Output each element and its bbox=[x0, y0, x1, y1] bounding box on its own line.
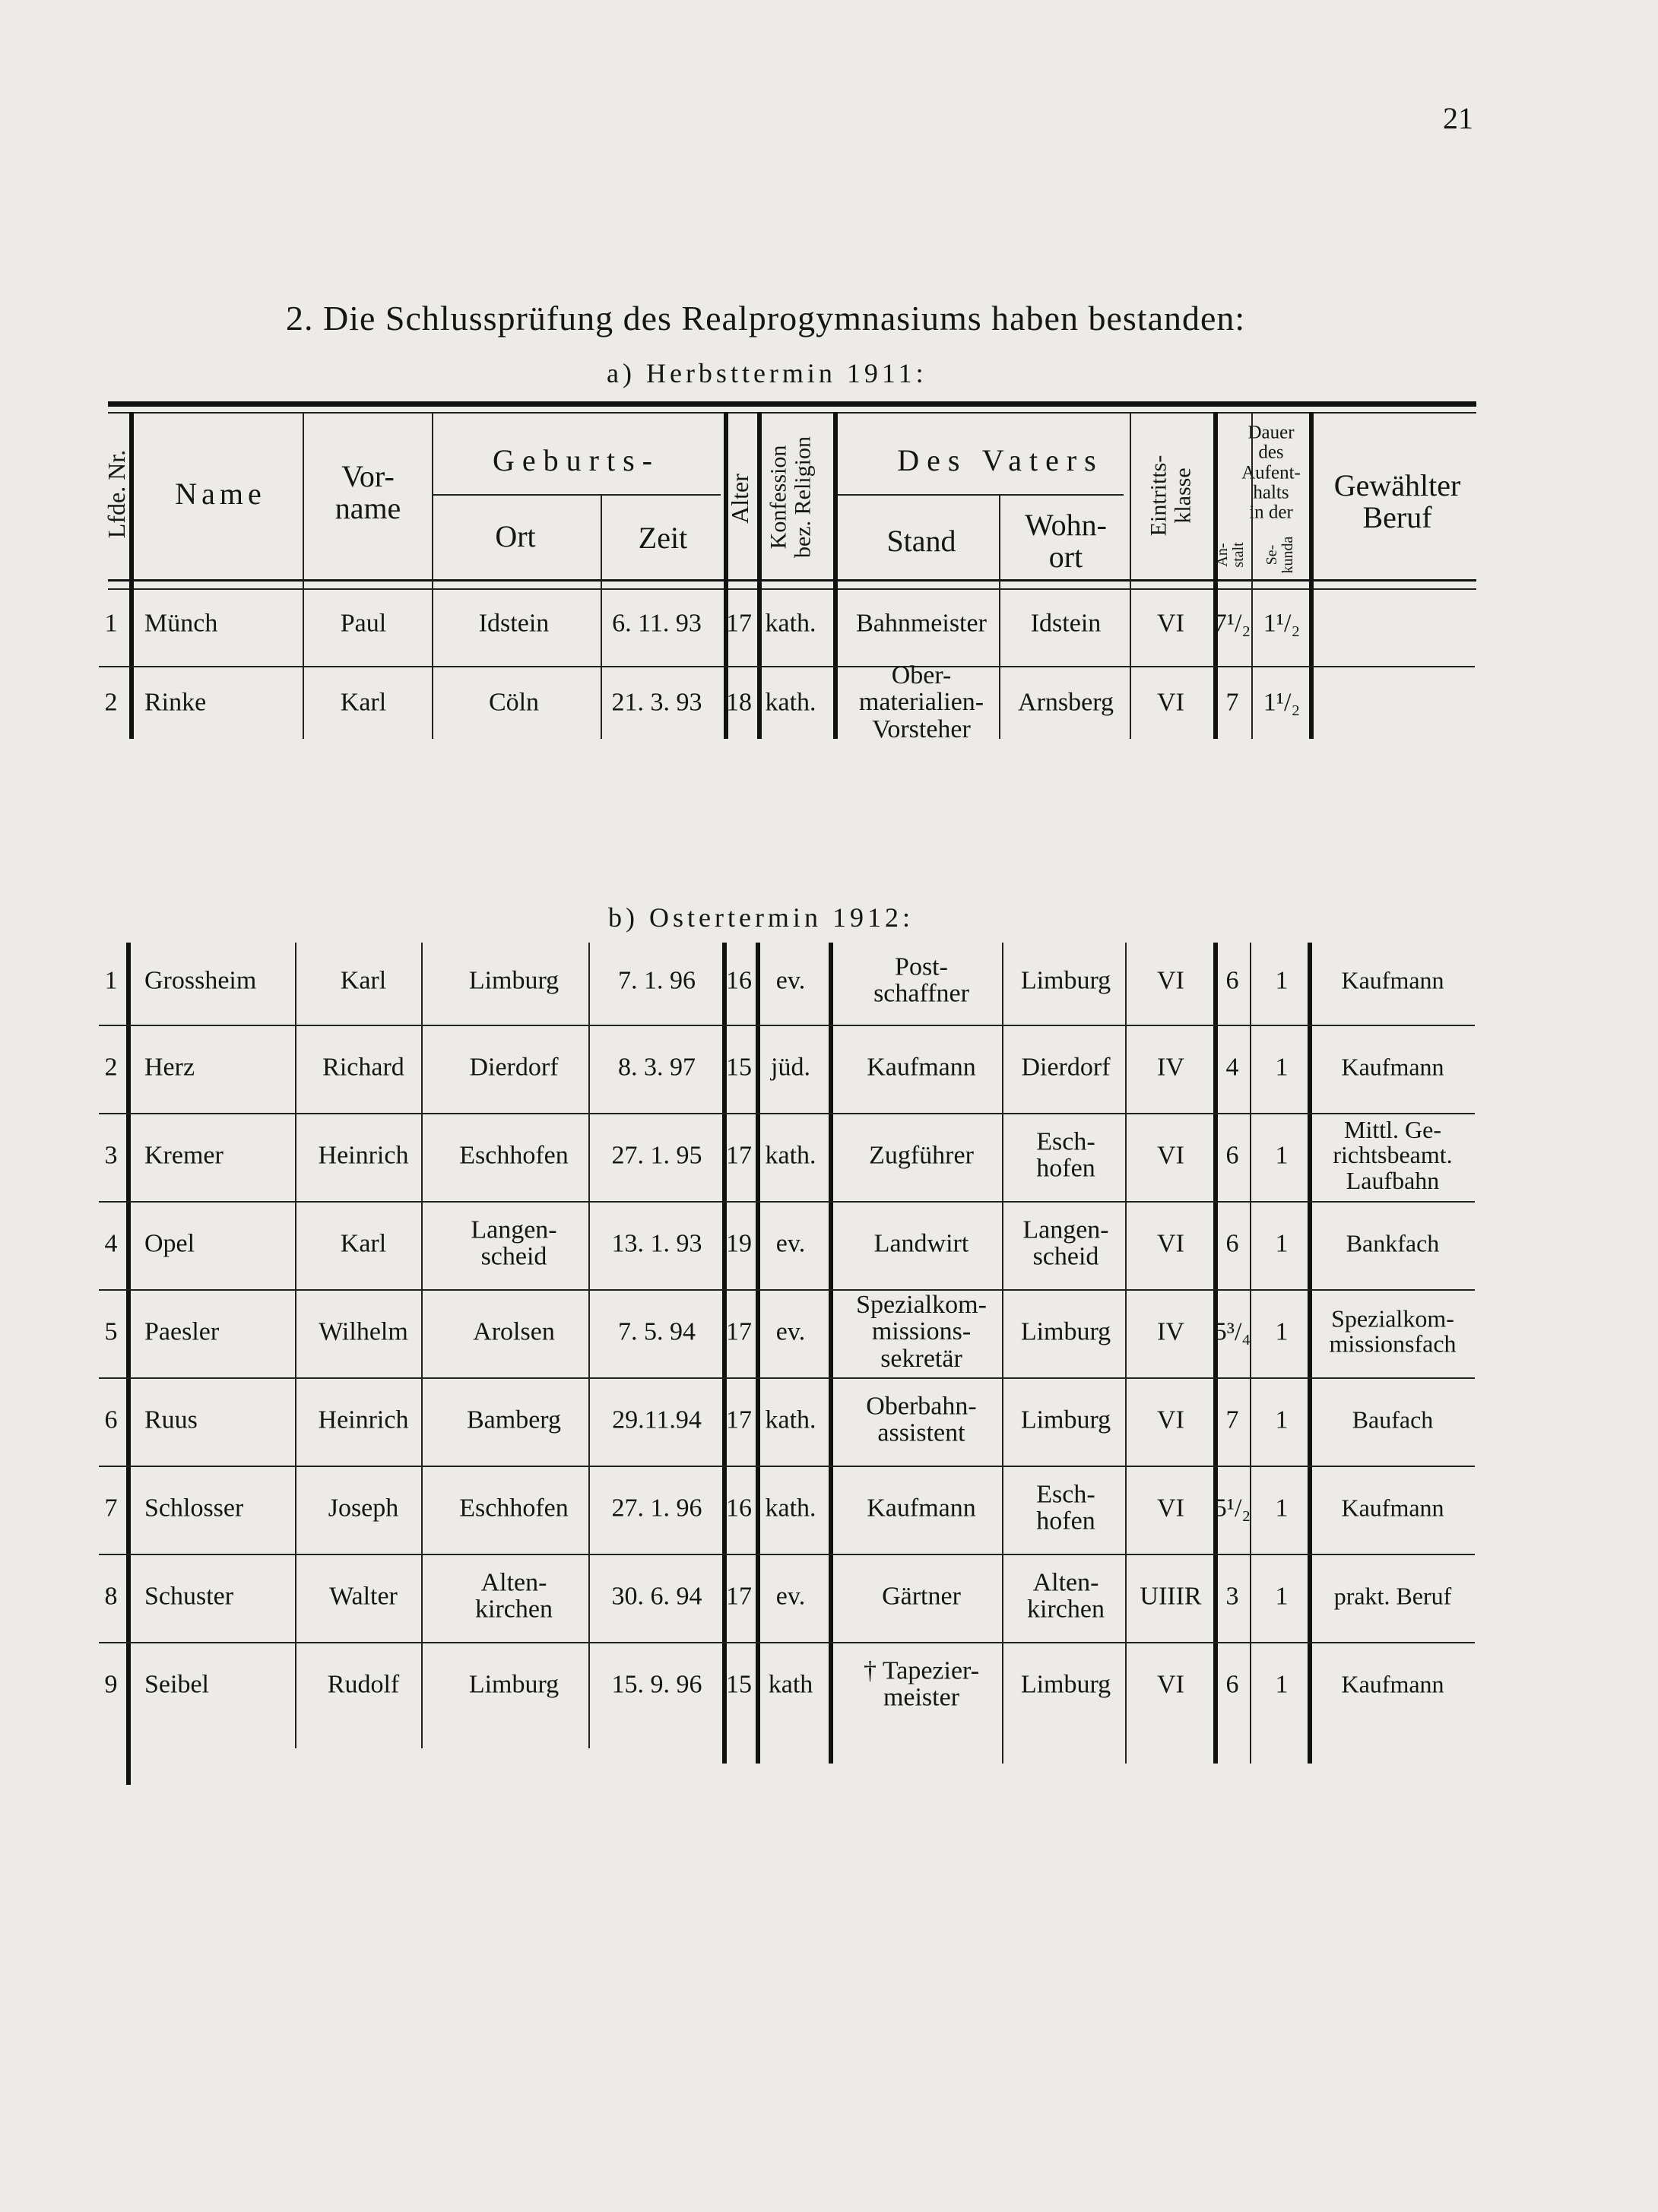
column-rule bbox=[1213, 943, 1218, 1764]
cell-klasse: IV bbox=[1157, 1053, 1184, 1082]
column-rule bbox=[757, 412, 762, 739]
header-zeit: Zeit bbox=[638, 521, 688, 555]
cell-konf: ev. bbox=[775, 1582, 806, 1611]
cell-zeit: 27. 1. 95 bbox=[611, 1141, 702, 1170]
cell-ort: Cöln bbox=[488, 688, 540, 717]
cell-stand: Kaufmann bbox=[867, 1053, 976, 1082]
cell-konf: ev. bbox=[775, 966, 806, 995]
cell-klasse: VI bbox=[1157, 688, 1184, 717]
cell-konf: ev. bbox=[775, 1229, 806, 1258]
cell-konf: ev. bbox=[775, 1317, 806, 1346]
cell-nr: 4 bbox=[104, 1229, 118, 1258]
cell-nr: 1 bbox=[104, 966, 118, 995]
cell-vorname: Heinrich bbox=[318, 1141, 409, 1170]
cell-alter: 17 bbox=[726, 1582, 752, 1611]
column-rule bbox=[295, 943, 296, 1748]
cell-anstalt: 5¹/₂ bbox=[1213, 1494, 1251, 1523]
cell-sekunda: 1 bbox=[1275, 1141, 1289, 1170]
cell-name: Schlosser bbox=[144, 1494, 244, 1523]
cell-nr: 2 bbox=[104, 1053, 118, 1082]
cell-anstalt: 3 bbox=[1225, 1582, 1239, 1611]
cell-klasse: VI bbox=[1157, 1141, 1184, 1170]
column-rule bbox=[601, 496, 602, 739]
row-rule bbox=[99, 1554, 1475, 1555]
cell-alter: 19 bbox=[726, 1229, 752, 1258]
column-rule bbox=[126, 943, 131, 1785]
header-geburts: Geburts- bbox=[493, 443, 660, 477]
cell-name: Schuster bbox=[144, 1582, 234, 1611]
column-rule bbox=[303, 412, 304, 739]
cell-stand: Gärtner bbox=[882, 1582, 961, 1611]
cell-sekunda: 1 bbox=[1275, 1229, 1289, 1258]
cell-alter: 15 bbox=[726, 1053, 752, 1082]
cell-name: Opel bbox=[144, 1229, 195, 1258]
cell-ort: Limburg bbox=[468, 1670, 560, 1699]
section-a-heading: a) Herbsttermin 1911: bbox=[607, 358, 927, 388]
cell-beruf: Baufach bbox=[1352, 1405, 1434, 1434]
cell-wohnort: Dierdorf bbox=[1021, 1053, 1111, 1082]
header-anstalt: An- stalt bbox=[1214, 542, 1247, 568]
cell-stand: Spezialkom- missions- sekretär bbox=[856, 1290, 987, 1373]
column-rule bbox=[1125, 943, 1127, 1764]
cell-alter: 17 bbox=[726, 1317, 752, 1346]
column-rule bbox=[1130, 412, 1131, 739]
cell-vorname: Joseph bbox=[328, 1494, 399, 1523]
column-rule bbox=[129, 412, 134, 739]
cell-stand: Landwirt bbox=[873, 1229, 969, 1258]
cell-konf: kath. bbox=[765, 688, 816, 717]
cell-beruf: Kaufmann bbox=[1341, 1494, 1444, 1522]
cell-wohnort: Esch- hofen bbox=[1036, 1127, 1095, 1183]
cell-stand: Ober- materialien- Vorsteher bbox=[858, 661, 984, 743]
column-rule bbox=[829, 943, 833, 1764]
cell-stand: † Tapezier- meister bbox=[863, 1656, 980, 1712]
cell-zeit: 15. 9. 96 bbox=[611, 1670, 702, 1699]
cell-ort: Bamberg bbox=[466, 1405, 562, 1434]
cell-zeit: 7. 1. 96 bbox=[618, 966, 696, 995]
page-number: 21 bbox=[1443, 101, 1473, 135]
cell-alter: 17 bbox=[726, 1405, 752, 1434]
cell-anstalt: 5³/₄ bbox=[1213, 1317, 1251, 1346]
cell-zeit: 13. 1. 93 bbox=[611, 1229, 702, 1258]
header-des-vaters: Des Vaters bbox=[897, 443, 1104, 477]
cell-ort: Dierdorf bbox=[469, 1053, 559, 1082]
row-rule bbox=[99, 1377, 1475, 1379]
cell-zeit: 8. 3. 97 bbox=[618, 1053, 696, 1082]
cell-klasse: VI bbox=[1157, 1494, 1184, 1523]
cell-beruf: Kaufmann bbox=[1341, 966, 1444, 994]
cell-klasse: VI bbox=[1157, 1405, 1184, 1434]
cell-vorname: Richard bbox=[322, 1053, 404, 1082]
cell-sekunda: 1¹/₂ bbox=[1263, 609, 1301, 638]
column-rule bbox=[756, 943, 760, 1764]
header-vorname: Vor- name bbox=[334, 459, 401, 525]
cell-klasse: UIIIR bbox=[1140, 1582, 1202, 1611]
column-rule bbox=[1309, 412, 1314, 739]
cell-klasse: VI bbox=[1157, 1229, 1184, 1258]
cell-sekunda: 1 bbox=[1275, 1494, 1289, 1523]
cell-zeit: 6. 11. 93 bbox=[612, 609, 702, 638]
cell-nr: 9 bbox=[104, 1670, 118, 1699]
cell-klasse: IV bbox=[1157, 1317, 1184, 1346]
cell-name: Rinke bbox=[144, 688, 207, 717]
cell-zeit: 21. 3. 93 bbox=[611, 688, 702, 717]
row-rule bbox=[99, 1025, 1475, 1026]
cell-name: Seibel bbox=[144, 1670, 209, 1699]
cell-beruf: Bankfach bbox=[1346, 1229, 1440, 1257]
cell-anstalt: 6 bbox=[1225, 966, 1239, 995]
cell-beruf: Spezialkom- missionsfach bbox=[1329, 1304, 1457, 1358]
cell-nr: 8 bbox=[104, 1582, 118, 1611]
cell-anstalt: 6 bbox=[1225, 1229, 1239, 1258]
cell-konf: kath. bbox=[765, 1494, 816, 1523]
row-rule bbox=[99, 1642, 1475, 1643]
header-stand: Stand bbox=[886, 524, 956, 558]
cell-sekunda: 1 bbox=[1275, 1582, 1289, 1611]
cell-ort: Idstein bbox=[478, 609, 550, 638]
cell-konf: kath bbox=[768, 1670, 813, 1699]
cell-beruf: Mittl. Ge- richtsbeamt. Laufbahn bbox=[1333, 1116, 1453, 1194]
cell-stand: Post- schaffner bbox=[873, 952, 969, 1008]
cell-ort: Alten- kirchen bbox=[475, 1568, 553, 1624]
header-sekunda: Se- kunda bbox=[1263, 536, 1296, 574]
column-rule bbox=[1002, 943, 1003, 1764]
header-eintrittsklasse: Eintritts- klasse bbox=[1146, 455, 1195, 537]
cell-wohnort: Langen- scheid bbox=[1022, 1215, 1109, 1271]
cell-vorname: Rudolf bbox=[327, 1670, 400, 1699]
cell-sekunda: 1 bbox=[1275, 1053, 1289, 1082]
cell-ort: Eschhofen bbox=[459, 1141, 569, 1170]
header-alter: Alter bbox=[726, 474, 754, 524]
cell-alter: 15 bbox=[726, 1670, 752, 1699]
cell-name: Paesler bbox=[144, 1317, 220, 1346]
cell-konf: kath. bbox=[765, 609, 816, 638]
cell-vorname: Heinrich bbox=[318, 1405, 409, 1434]
cell-wohnort: Limburg bbox=[1020, 1317, 1111, 1346]
cell-name: Ruus bbox=[144, 1405, 198, 1434]
header-konfession: Konfession bez. Religion bbox=[766, 436, 815, 558]
cell-sekunda: 1 bbox=[1275, 1670, 1289, 1699]
row-rule bbox=[99, 666, 1475, 667]
cell-wohnort: Limburg bbox=[1020, 1405, 1111, 1434]
cell-zeit: 30. 6. 94 bbox=[611, 1582, 702, 1611]
cell-sekunda: 1 bbox=[1275, 1317, 1289, 1346]
row-rule bbox=[99, 1466, 1475, 1467]
column-rule bbox=[421, 943, 423, 1748]
cell-name: Grossheim bbox=[144, 966, 257, 995]
column-rule bbox=[999, 496, 1000, 739]
cell-sekunda: 1¹/₂ bbox=[1263, 688, 1301, 717]
row-rule bbox=[99, 1201, 1475, 1203]
cell-alter: 16 bbox=[726, 966, 752, 995]
column-rule bbox=[432, 412, 433, 739]
cell-alter: 17 bbox=[726, 609, 752, 638]
cell-wohnort: Esch- hofen bbox=[1036, 1480, 1095, 1535]
cell-ort: Limburg bbox=[468, 966, 560, 995]
cell-name: Münch bbox=[144, 609, 218, 638]
column-rule bbox=[1308, 943, 1312, 1764]
cell-ort: Arolsen bbox=[473, 1317, 555, 1346]
cell-wohnort: Arnsberg bbox=[1018, 688, 1114, 717]
cell-nr: 1 bbox=[104, 609, 118, 638]
row-rule bbox=[99, 1113, 1475, 1114]
cell-nr: 3 bbox=[104, 1141, 118, 1170]
header-lfde-nr: Lfde. Nr. bbox=[103, 449, 131, 539]
cell-nr: 6 bbox=[104, 1405, 118, 1434]
cell-ort: Langen- scheid bbox=[471, 1215, 557, 1271]
cell-klasse: VI bbox=[1157, 966, 1184, 995]
cell-stand: Oberbahn- assistent bbox=[866, 1392, 977, 1447]
cell-vorname: Karl bbox=[340, 688, 387, 717]
cell-zeit: 29.11.94 bbox=[612, 1405, 702, 1434]
cell-zeit: 7. 5. 94 bbox=[618, 1317, 696, 1346]
header-name: Name bbox=[175, 477, 266, 511]
column-rule bbox=[833, 412, 838, 739]
cell-stand: Bahnmeister bbox=[856, 609, 987, 638]
cell-konf: kath. bbox=[765, 1405, 816, 1434]
cell-anstalt: 4 bbox=[1225, 1053, 1239, 1082]
cell-alter: 17 bbox=[726, 1141, 752, 1170]
cell-sekunda: 1 bbox=[1275, 1405, 1289, 1434]
cell-ort: Eschhofen bbox=[459, 1494, 569, 1523]
section-b-heading: b) Ostertermin 1912: bbox=[608, 902, 914, 933]
cell-stand: Kaufmann bbox=[867, 1494, 976, 1523]
cell-vorname: Walter bbox=[329, 1582, 398, 1611]
cell-nr: 5 bbox=[104, 1317, 118, 1346]
cell-stand: Zugführer bbox=[869, 1141, 974, 1170]
column-rule bbox=[1251, 412, 1253, 739]
cell-anstalt: 6 bbox=[1225, 1670, 1239, 1699]
header-ort: Ort bbox=[495, 519, 536, 553]
cell-alter: 16 bbox=[726, 1494, 752, 1523]
cell-anstalt: 7 bbox=[1225, 688, 1239, 717]
cell-nr: 2 bbox=[104, 688, 118, 717]
cell-beruf: Kaufmann bbox=[1341, 1053, 1444, 1081]
cell-klasse: VI bbox=[1157, 609, 1184, 638]
cell-vorname: Paul bbox=[340, 609, 387, 638]
cell-wohnort: Limburg bbox=[1020, 966, 1111, 995]
cell-wohnort: Limburg bbox=[1020, 1670, 1111, 1699]
cell-name: Kremer bbox=[144, 1141, 223, 1170]
column-rule bbox=[588, 943, 590, 1748]
cell-vorname: Karl bbox=[340, 966, 387, 995]
cell-nr: 7 bbox=[104, 1494, 118, 1523]
page-title: 2. Die Schlussprüfung des Realprogymnasiums haben bestanden: bbox=[286, 299, 1246, 338]
column-rule bbox=[1250, 943, 1251, 1764]
cell-anstalt: 7¹/₂ bbox=[1213, 609, 1251, 638]
row-rule bbox=[99, 1289, 1475, 1291]
column-rule bbox=[1213, 412, 1218, 739]
cell-sekunda: 1 bbox=[1275, 966, 1289, 995]
cell-alter: 18 bbox=[726, 688, 752, 717]
header-dauer: Dauer des Aufent- halts in der bbox=[1241, 422, 1301, 523]
cell-anstalt: 6 bbox=[1225, 1141, 1239, 1170]
cell-beruf: prakt. Beruf bbox=[1333, 1582, 1452, 1610]
cell-zeit: 27. 1. 96 bbox=[611, 1494, 702, 1523]
header-wohnort: Wohn- ort bbox=[1025, 508, 1107, 574]
cell-konf: jüd. bbox=[771, 1053, 810, 1082]
cell-anstalt: 7 bbox=[1225, 1405, 1239, 1434]
cell-beruf: Kaufmann bbox=[1341, 1670, 1444, 1698]
cell-wohnort: Idstein bbox=[1030, 609, 1102, 638]
cell-klasse: VI bbox=[1157, 1670, 1184, 1699]
cell-wohnort: Alten- kirchen bbox=[1027, 1568, 1105, 1624]
cell-name: Herz bbox=[144, 1053, 195, 1082]
cell-konf: kath. bbox=[765, 1141, 816, 1170]
header-beruf: Gewählter Beruf bbox=[1333, 468, 1461, 534]
cell-vorname: Karl bbox=[340, 1229, 387, 1258]
cell-vorname: Wilhelm bbox=[319, 1317, 408, 1346]
